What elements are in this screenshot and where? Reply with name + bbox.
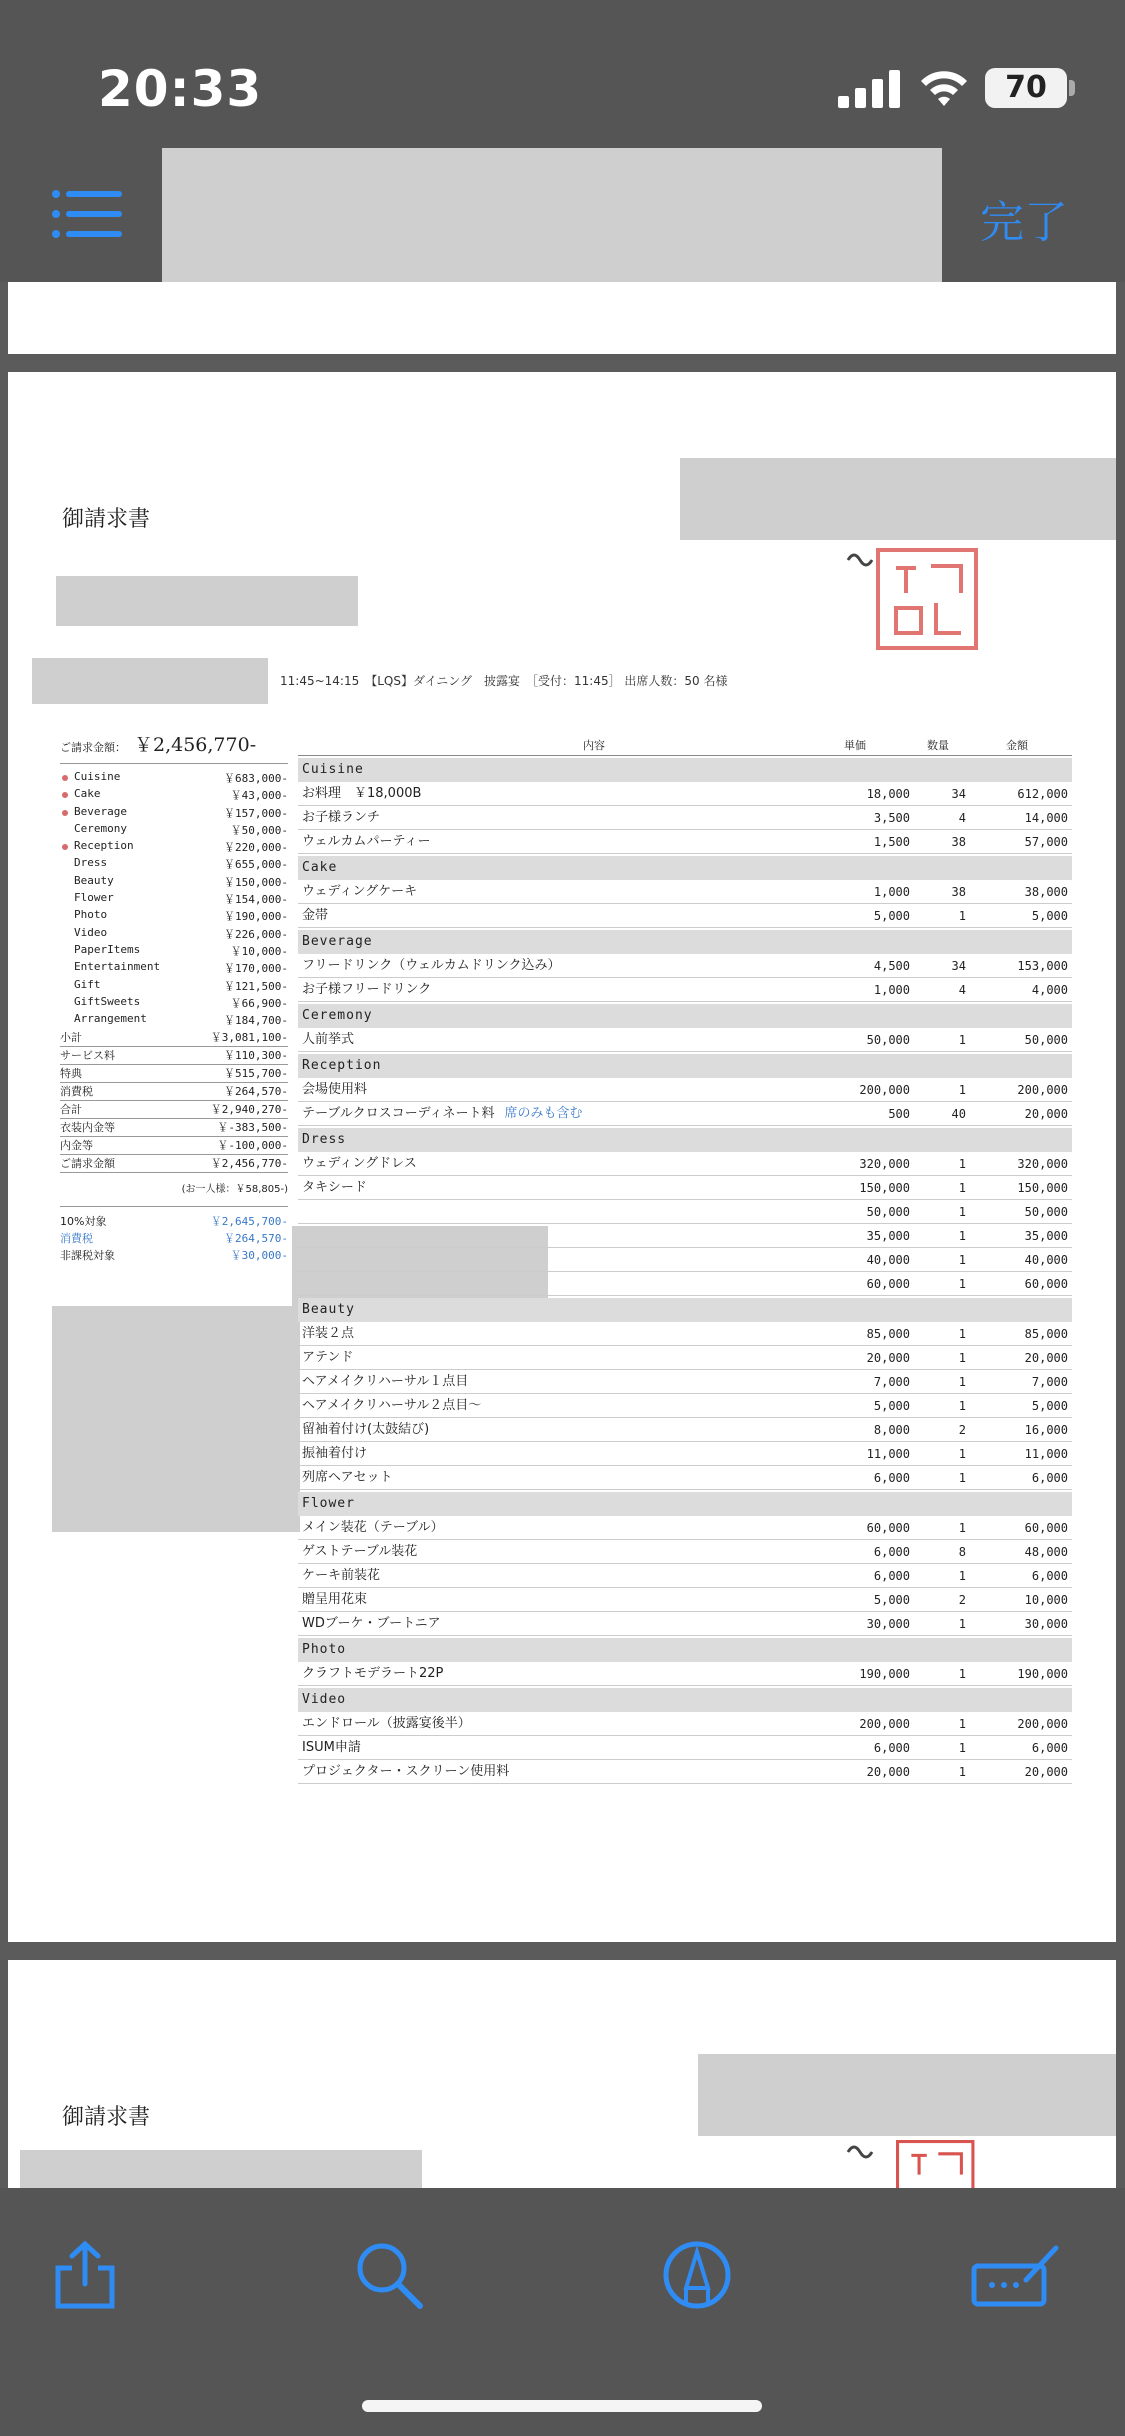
line-amount: 4,000 [1031, 983, 1068, 997]
list-menu-icon[interactable] [52, 188, 122, 240]
quantity: 1 [958, 1157, 966, 1171]
line-amount: 20,000 [1024, 1107, 1068, 1121]
category-row: Ceremony ￥50,000- [74, 821, 288, 837]
table-row [298, 830, 1072, 854]
subtotal-row: サービス料 ￥110,300- [60, 1047, 288, 1065]
quantity: 2 [958, 1423, 966, 1437]
header-amount: 金額 [1006, 739, 1028, 752]
unit-price: 6,000 [873, 1471, 910, 1485]
quantity: 1 [958, 1741, 966, 1755]
table-row [298, 880, 1072, 904]
bullet-dot-icon [62, 810, 68, 816]
category-row: Flower ￥154,000- [74, 891, 288, 907]
quantity: 1 [958, 1229, 966, 1243]
document-title-redacted [162, 148, 942, 282]
item-name: クラフトモデラート22P [302, 1666, 444, 1681]
category-header: Cake [298, 856, 1072, 880]
item-name: WDブーケ・ブートニア [302, 1616, 441, 1631]
table-row [298, 1200, 1072, 1224]
unit-price: 1,000 [873, 885, 910, 899]
table-row [298, 1322, 1072, 1346]
subtotal-row: 消費税 ￥264,570- [60, 1083, 288, 1101]
line-amount: 85,000 [1024, 1327, 1068, 1341]
line-amount: 60,000 [1024, 1277, 1068, 1291]
quantity: 1 [958, 1205, 966, 1219]
category-header: Reception [298, 1054, 1072, 1078]
quantity: 38 [951, 885, 966, 899]
quantity: 1 [958, 909, 966, 923]
signature-icon[interactable] [970, 2240, 1060, 2310]
category-header: Flower [298, 1492, 1072, 1516]
unit-price: 1,000 [873, 983, 910, 997]
event-header-line: 11:45~14:15 【LQS】ダイニング 披露宴 ［受付：11:45］ 出席人数：50 名様 [280, 674, 728, 688]
unit-price: 200,000 [859, 1083, 910, 1097]
category-row: Reception ￥220,000- [60, 839, 288, 856]
item-name: 金帯 [302, 908, 329, 923]
table-row [298, 1564, 1072, 1588]
item-name: エンドロール（披露宴後半） [302, 1716, 471, 1731]
unit-price: 3,500 [873, 811, 910, 825]
quantity: 1 [958, 1033, 966, 1047]
table-row [298, 1272, 1072, 1296]
line-amount: 612,000 [1017, 787, 1068, 801]
line-amount: 30,000 [1024, 1617, 1068, 1631]
item-name: フリードリンク（ウェルカムドリンク込み） [302, 958, 561, 973]
category-row: GiftSweets ￥66,900- [74, 994, 288, 1010]
table-row [298, 782, 1072, 806]
subtotal-row: 小計 ￥3,081,100- [60, 1029, 288, 1047]
status-bar [0, 0, 1125, 140]
quantity: 8 [958, 1545, 966, 1559]
quantity: 40 [951, 1107, 966, 1121]
unit-price: 5,000 [873, 909, 910, 923]
table-row [298, 1466, 1072, 1490]
company-seal-icon [884, 2140, 988, 2188]
item-name: ゲストテーブル装花 [302, 1544, 418, 1559]
table-body [298, 758, 1072, 1784]
unit-price: 35,000 [866, 1229, 910, 1243]
table-row [298, 1540, 1072, 1564]
item-name: タキシード [302, 1180, 367, 1195]
item-name: アテンド [302, 1350, 354, 1365]
item-name: テーブルクロスコーディネート料 席のみも含む [302, 1106, 583, 1121]
table-row [298, 1712, 1072, 1736]
item-name: お子様フリードリンク [302, 982, 432, 997]
category-row: Cake ￥43,000- [60, 787, 288, 804]
category-row: Arrangement ￥184,700- [74, 1012, 288, 1028]
table-row [298, 1102, 1072, 1126]
item-name [298, 1200, 800, 1223]
total-amount [60, 730, 288, 764]
category-row: Entertainment ￥170,000- [74, 960, 288, 976]
category-header: Cuisine [298, 758, 1072, 782]
quantity: 1 [958, 1617, 966, 1631]
table-row [298, 1152, 1072, 1176]
unit-price: 18,000 [866, 787, 910, 801]
line-amount: 10,000 [1024, 1593, 1068, 1607]
quantity: 1 [958, 1253, 966, 1267]
item-name [298, 1224, 800, 1247]
category-header: Ceremony [298, 1004, 1072, 1028]
line-amount: 200,000 [1017, 1083, 1068, 1097]
tax-row: 非課税対象 ￥30,000- [60, 1249, 288, 1263]
document-viewer[interactable] [0, 282, 1125, 2188]
unit-price: 4,500 [873, 959, 910, 973]
line-amount: 5,000 [1031, 909, 1068, 923]
unit-price: 500 [888, 1107, 910, 1121]
quantity: 1 [958, 1521, 966, 1535]
quantity: 1 [958, 1667, 966, 1681]
subtotal-row: 内金等 ￥-100,000- [60, 1137, 288, 1155]
header-unit: 単価 [844, 739, 866, 752]
table-row [298, 1028, 1072, 1052]
table-row [298, 1516, 1072, 1540]
subtotal-row: 特典 ￥515,700- [60, 1065, 288, 1083]
unit-price: 50,000 [866, 1205, 910, 1219]
line-amount: 50,000 [1024, 1205, 1068, 1219]
category-header: Beauty [298, 1298, 1072, 1322]
category-row: Gift ￥121,500- [74, 977, 288, 993]
unit-price: 200,000 [859, 1717, 910, 1731]
line-amount: 48,000 [1024, 1545, 1068, 1559]
battery-tip [1069, 80, 1075, 96]
unit-price: 20,000 [866, 1351, 910, 1365]
item-name: 列席ヘアセット [302, 1470, 393, 1485]
table-row [298, 1662, 1072, 1686]
home-indicator [362, 2400, 762, 2412]
line-items-table [298, 736, 1072, 1784]
category-row: Beauty ￥150,000- [74, 873, 288, 889]
unit-price: 320,000 [859, 1157, 910, 1171]
line-amount: 20,000 [1024, 1351, 1068, 1365]
item-name: 留袖着付け(太鼓結び) [302, 1422, 430, 1437]
next-page [8, 1960, 1116, 2188]
markup-icon[interactable] [662, 2240, 732, 2310]
item-name: ISUM申請 [302, 1740, 361, 1755]
line-amount: 5,000 [1031, 1399, 1068, 1413]
redacted-block [680, 458, 1116, 540]
item-name: 人前挙式 [302, 1032, 355, 1047]
item-name: ウェルカムパーティー [302, 834, 431, 849]
subtotals [60, 1029, 288, 1173]
quantity: 1 [958, 1351, 966, 1365]
line-amount: 40,000 [1024, 1253, 1068, 1267]
unit-price: 20,000 [866, 1765, 910, 1779]
category-header: Beverage [298, 930, 1072, 954]
line-amount: 20,000 [1024, 1765, 1068, 1779]
unit-price: 1,500 [873, 835, 910, 849]
line-amount: 16,000 [1024, 1423, 1068, 1437]
table-row [298, 978, 1072, 1002]
item-name: 振袖着付け [302, 1446, 368, 1461]
bullet-dot-icon [62, 844, 68, 850]
item-name: お料理 ￥18,000B [302, 786, 422, 801]
redacted-block [20, 2150, 422, 2188]
table-row [298, 954, 1072, 978]
unit-price: 6,000 [873, 1741, 910, 1755]
quantity: 1 [958, 1399, 966, 1413]
quantity: 1 [958, 1471, 966, 1485]
summary-panel [60, 730, 288, 1264]
line-amount: 153,000 [1017, 959, 1068, 973]
line-amount: 11,000 [1024, 1447, 1068, 1461]
unit-price: 7,000 [873, 1375, 910, 1389]
category-totals [60, 770, 288, 1029]
quantity: 1 [958, 1277, 966, 1291]
table-row [298, 1418, 1072, 1442]
subtotal-row: 合計 ￥2,940,270- [60, 1101, 288, 1119]
redacted-block [32, 658, 268, 704]
line-amount: 200,000 [1017, 1717, 1068, 1731]
quantity: 1 [958, 1181, 966, 1195]
table-row [298, 1370, 1072, 1394]
quantity: 34 [951, 787, 966, 801]
battery-indicator: 70 [985, 68, 1067, 108]
line-amount: 6,000 [1031, 1471, 1068, 1485]
item-name: 会場使用料 [302, 1082, 368, 1097]
total-value: ￥2,456,770- [134, 734, 257, 756]
quantity: 1 [958, 1327, 966, 1341]
line-amount: 60,000 [1024, 1521, 1068, 1535]
bottom-toolbar [0, 2188, 1125, 2436]
item-name: ウェディングドレス [302, 1156, 417, 1171]
category-row: Photo ￥190,000- [74, 908, 288, 924]
quantity: 1 [958, 1083, 966, 1097]
bullet-dot-icon [62, 792, 68, 798]
unit-price: 85,000 [866, 1327, 910, 1341]
item-name: ヘアメイクリハーサル２点目〜 [302, 1398, 482, 1413]
table-row [298, 1612, 1072, 1636]
subtotal-row: 衣装内金等 ￥-383,500- [60, 1119, 288, 1137]
line-amount: 57,000 [1024, 835, 1068, 849]
subtotal-row: ご請求金額 ￥2,456,770- [60, 1155, 288, 1173]
unit-price: 30,000 [866, 1617, 910, 1631]
line-amount: 190,000 [1017, 1667, 1068, 1681]
company-seal-icon [876, 548, 980, 652]
table-row [298, 1346, 1072, 1370]
item-note: 席のみも含む [504, 1106, 583, 1121]
category-row: Beverage ￥157,000- [60, 805, 288, 822]
item-name: ケーキ前装花 [302, 1568, 381, 1583]
redacted-block [56, 576, 358, 626]
table-row [298, 1442, 1072, 1466]
line-amount: 6,000 [1031, 1741, 1068, 1755]
bullet-dot-icon [62, 775, 68, 781]
table-row [298, 1176, 1072, 1200]
total-label: ご請求金額： [60, 741, 126, 754]
quantity: 1 [958, 1447, 966, 1461]
unit-price: 8,000 [873, 1423, 910, 1437]
table-row [298, 1736, 1072, 1760]
table-row [298, 1760, 1072, 1784]
quantity: 1 [958, 1717, 966, 1731]
item-name: プロジェクター・スクリーン使用料 [302, 1764, 510, 1779]
header-name: 内容 [583, 739, 605, 752]
table-row [298, 1078, 1072, 1102]
header-qty: 数量 [927, 739, 949, 752]
redacted-block [52, 1306, 300, 1532]
item-name [298, 1272, 800, 1295]
item-name [298, 1248, 800, 1271]
line-amount: 38,000 [1024, 885, 1068, 899]
table-row [298, 1588, 1072, 1612]
quantity: 34 [951, 959, 966, 973]
unit-price: 190,000 [859, 1667, 910, 1681]
tax-breakdown [60, 1213, 288, 1264]
cellular-signal-icon [838, 70, 902, 108]
quantity: 1 [958, 1765, 966, 1779]
previous-page [8, 282, 1116, 354]
category-row: Cuisine ￥683,000- [60, 770, 288, 787]
quantity: 38 [951, 835, 966, 849]
line-amount: 6,000 [1031, 1569, 1068, 1583]
quantity: 1 [958, 1569, 966, 1583]
unit-price: 5,000 [873, 1593, 910, 1607]
line-amount: 50,000 [1024, 1033, 1068, 1047]
invoice-title: 御請求書 [62, 507, 151, 532]
item-name: ウェディングケーキ [302, 884, 418, 899]
table-row [298, 904, 1072, 928]
invoice-page [8, 372, 1116, 1942]
category-row: Video ￥226,000- [74, 925, 288, 941]
line-amount: 320,000 [1017, 1157, 1068, 1171]
tax-row: 消費税 ￥264,570- [60, 1232, 288, 1246]
quantity: 1 [958, 1375, 966, 1389]
unit-price: 60,000 [866, 1521, 910, 1535]
quantity: 4 [958, 811, 966, 825]
unit-price: 11,000 [866, 1447, 910, 1461]
line-amount: 150,000 [1017, 1181, 1068, 1195]
unit-price: 6,000 [873, 1569, 910, 1583]
item-name: 洋装２点 [302, 1326, 355, 1341]
unit-price: 50,000 [866, 1033, 910, 1047]
per-person-amount: (お一人様：￥58,805-) [60, 1173, 288, 1207]
done-button[interactable]: 完了 [980, 197, 1068, 248]
unit-price: 150,000 [859, 1181, 910, 1195]
category-header: Photo [298, 1638, 1072, 1662]
table-header [298, 736, 1072, 756]
category-header: Video [298, 1688, 1072, 1712]
status-time: 20:33 [98, 60, 263, 118]
wifi-icon [918, 66, 970, 110]
item-name: 贈呈用花束 [302, 1592, 368, 1607]
category-header: Dress [298, 1128, 1072, 1152]
table-row [298, 1248, 1072, 1272]
item-name: ヘアメイクリハーサル１点目 [302, 1374, 469, 1389]
table-row [298, 1394, 1072, 1418]
line-amount: 35,000 [1024, 1229, 1068, 1243]
category-row: Dress ￥655,000- [74, 856, 288, 872]
line-amount: 14,000 [1024, 811, 1068, 825]
quantity: 4 [958, 983, 966, 997]
unit-price: 6,000 [873, 1545, 910, 1559]
unit-price: 60,000 [866, 1277, 910, 1291]
tax-row: 10%対象 ￥2,645,700- [60, 1215, 288, 1229]
category-row: PaperItems ￥10,000- [74, 942, 288, 958]
unit-price: 5,000 [873, 1399, 910, 1413]
table-row [298, 806, 1072, 830]
line-amount: 7,000 [1031, 1375, 1068, 1389]
unit-price: 40,000 [866, 1253, 910, 1267]
item-name: お子様ランチ [302, 810, 381, 825]
nav-bar [0, 140, 1125, 282]
table-row [298, 1224, 1072, 1248]
quantity: 2 [958, 1593, 966, 1607]
search-icon[interactable] [354, 2240, 424, 2310]
share-icon[interactable] [50, 2240, 120, 2310]
item-name: メイン装花（テーブル） [302, 1520, 444, 1535]
redacted-block [698, 2054, 1116, 2136]
next-page-title: 御請求書 [62, 2105, 151, 2130]
